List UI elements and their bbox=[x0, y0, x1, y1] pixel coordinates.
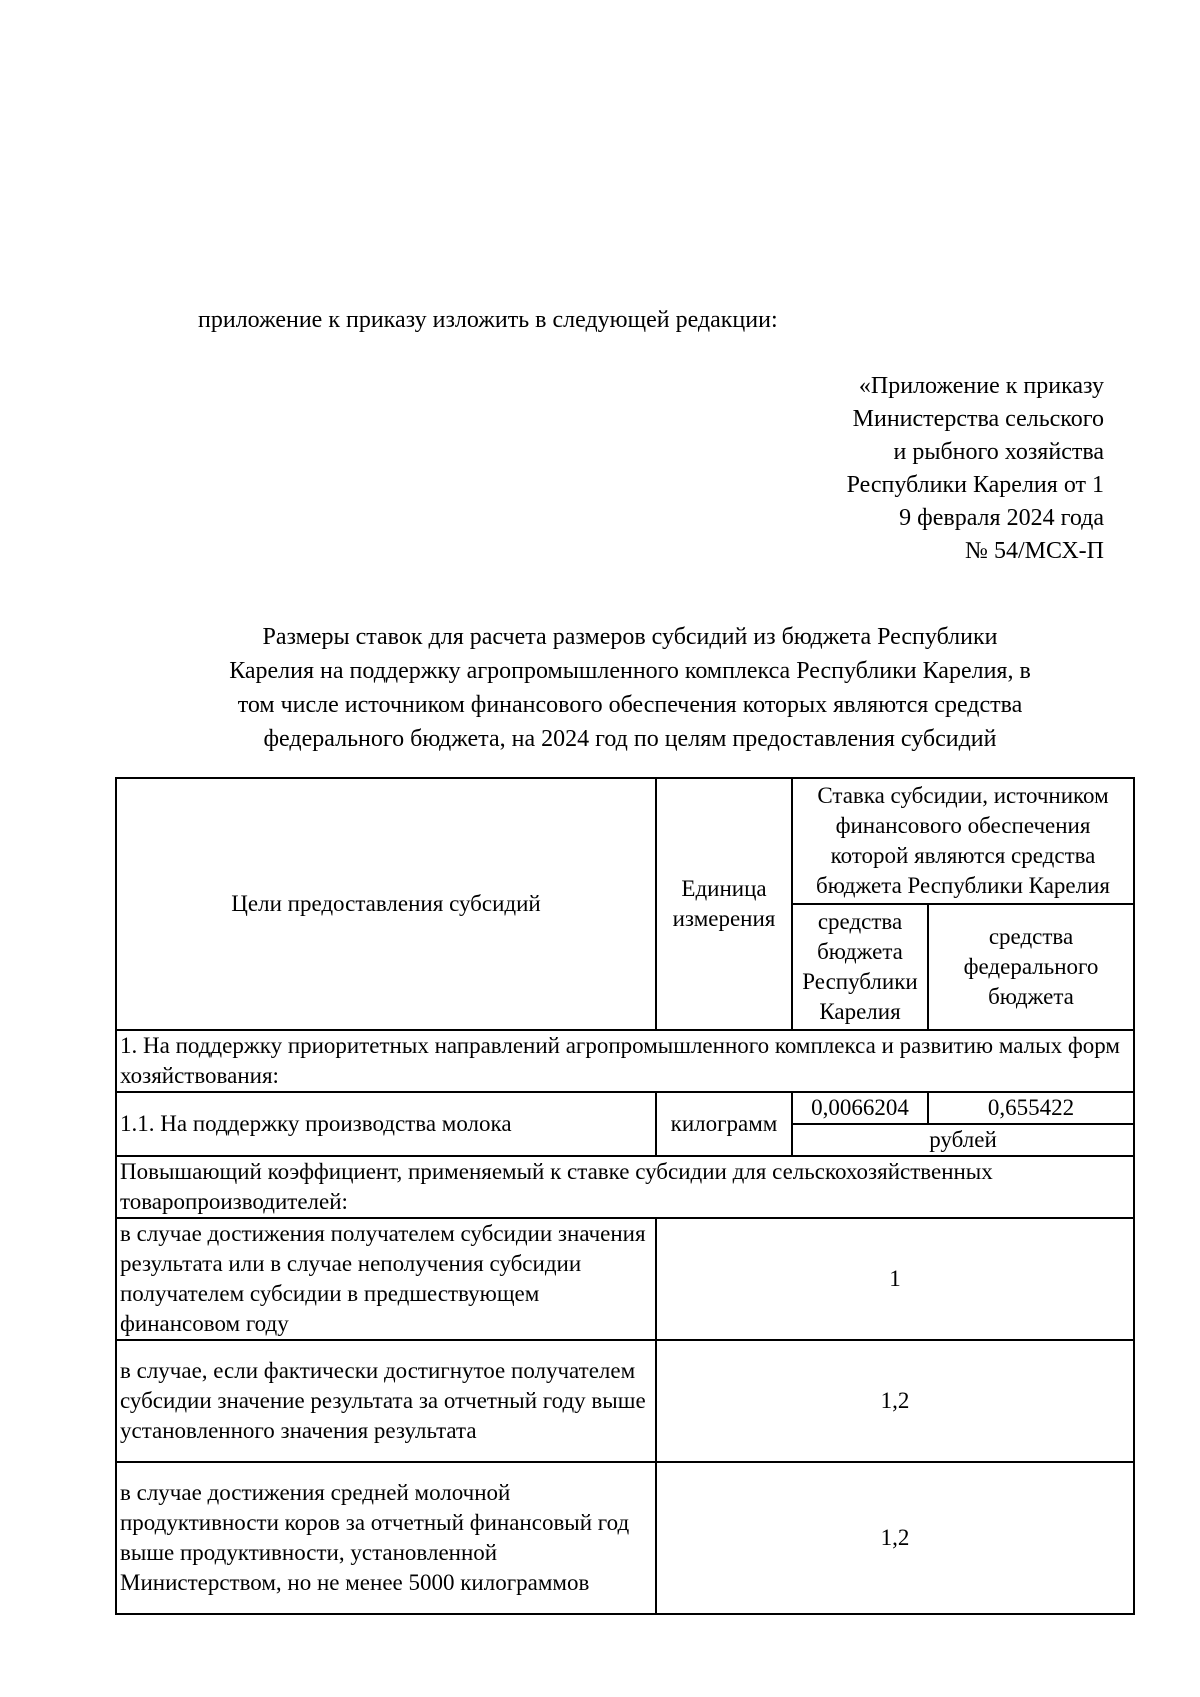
milk-regional-rate: 0,0066204 bbox=[792, 1092, 928, 1124]
section-row bbox=[116, 1030, 1134, 1092]
header-rate-group: Ставка субсидии, источником финансового обеспечения которой являются средства бюджета Республики Карелия bbox=[792, 778, 1134, 904]
coefficient-heading: Повышающий коэффициент, применяемый к ставке субсидии для сельскохозяйственных товаропроизводителей: bbox=[116, 1156, 1134, 1218]
annex-line: и рыбного хозяйства bbox=[893, 439, 1104, 465]
coef-condition: в случае достижения средней молочной продуктивности коров за отчетный финансовый год выше продуктивности, установленной Министерством, но не менее 5000 килограммов bbox=[116, 1462, 656, 1614]
table-row bbox=[116, 1218, 1134, 1340]
table-row bbox=[116, 1092, 1134, 1124]
section-1-heading: 1. На поддержку приоритетных направлений агропромышленного комплекса и развитию малых форм хозяйствования: bbox=[116, 1030, 1134, 1092]
table-header-row bbox=[116, 778, 1134, 904]
annex-line: «Приложение к приказу bbox=[858, 373, 1104, 399]
coef-condition: в случае достижения получателем субсидии значения результата или в случае неполучения субсидии получателем субсидии в предшествующем финансовом году bbox=[116, 1218, 656, 1340]
subsidy-rates-table bbox=[115, 777, 1135, 1615]
header-aims: Цели предоставления субсидий bbox=[116, 778, 656, 1030]
header-federal-budget: средства федерального бюджета bbox=[928, 904, 1134, 1030]
annex-line: Министерства сельского bbox=[852, 406, 1104, 432]
title-line: федерального бюджета, на 2024 год по целям предоставления субсидий bbox=[263, 726, 997, 752]
milk-unit: килограмм bbox=[656, 1092, 792, 1156]
title-line: Размеры ставок для расчета размеров субсидий из бюджета Республики bbox=[262, 624, 998, 650]
annex-line: 9 февраля 2024 года bbox=[899, 505, 1104, 531]
annex-note bbox=[764, 370, 1104, 568]
title-line: том числе источником финансового обеспечения которых являются средства bbox=[237, 692, 1023, 718]
section-row bbox=[116, 1156, 1134, 1218]
header-unit: Единица измерения bbox=[656, 778, 792, 1030]
coef-value: 1,2 bbox=[656, 1462, 1134, 1614]
document-title bbox=[140, 620, 1120, 756]
coef-value: 1,2 bbox=[656, 1340, 1134, 1462]
milk-aim: 1.1. На поддержку производства молока bbox=[116, 1092, 656, 1156]
coef-value: 1 bbox=[656, 1218, 1134, 1340]
milk-federal-rate: 0,655422 bbox=[928, 1092, 1134, 1124]
intro-text: приложение к приказу изложить в следующей редакции: bbox=[198, 307, 778, 333]
title-line: Карелия на поддержку агропромышленного комплекса Республики Карелия, в bbox=[229, 658, 1031, 684]
milk-currency: рублей bbox=[792, 1124, 1134, 1156]
annex-line: № 54/МСХ-П bbox=[965, 538, 1104, 564]
table-row bbox=[116, 1340, 1134, 1462]
table-row bbox=[116, 1462, 1134, 1614]
coef-condition: в случае, если фактически достигнутое получателем субсидии значение результата за отчетный году выше установленного значения результата bbox=[116, 1340, 656, 1462]
annex-line: Республики Карелия от 1 bbox=[846, 472, 1104, 498]
header-regional-budget: средства бюджета Республики Карелия bbox=[792, 904, 928, 1030]
